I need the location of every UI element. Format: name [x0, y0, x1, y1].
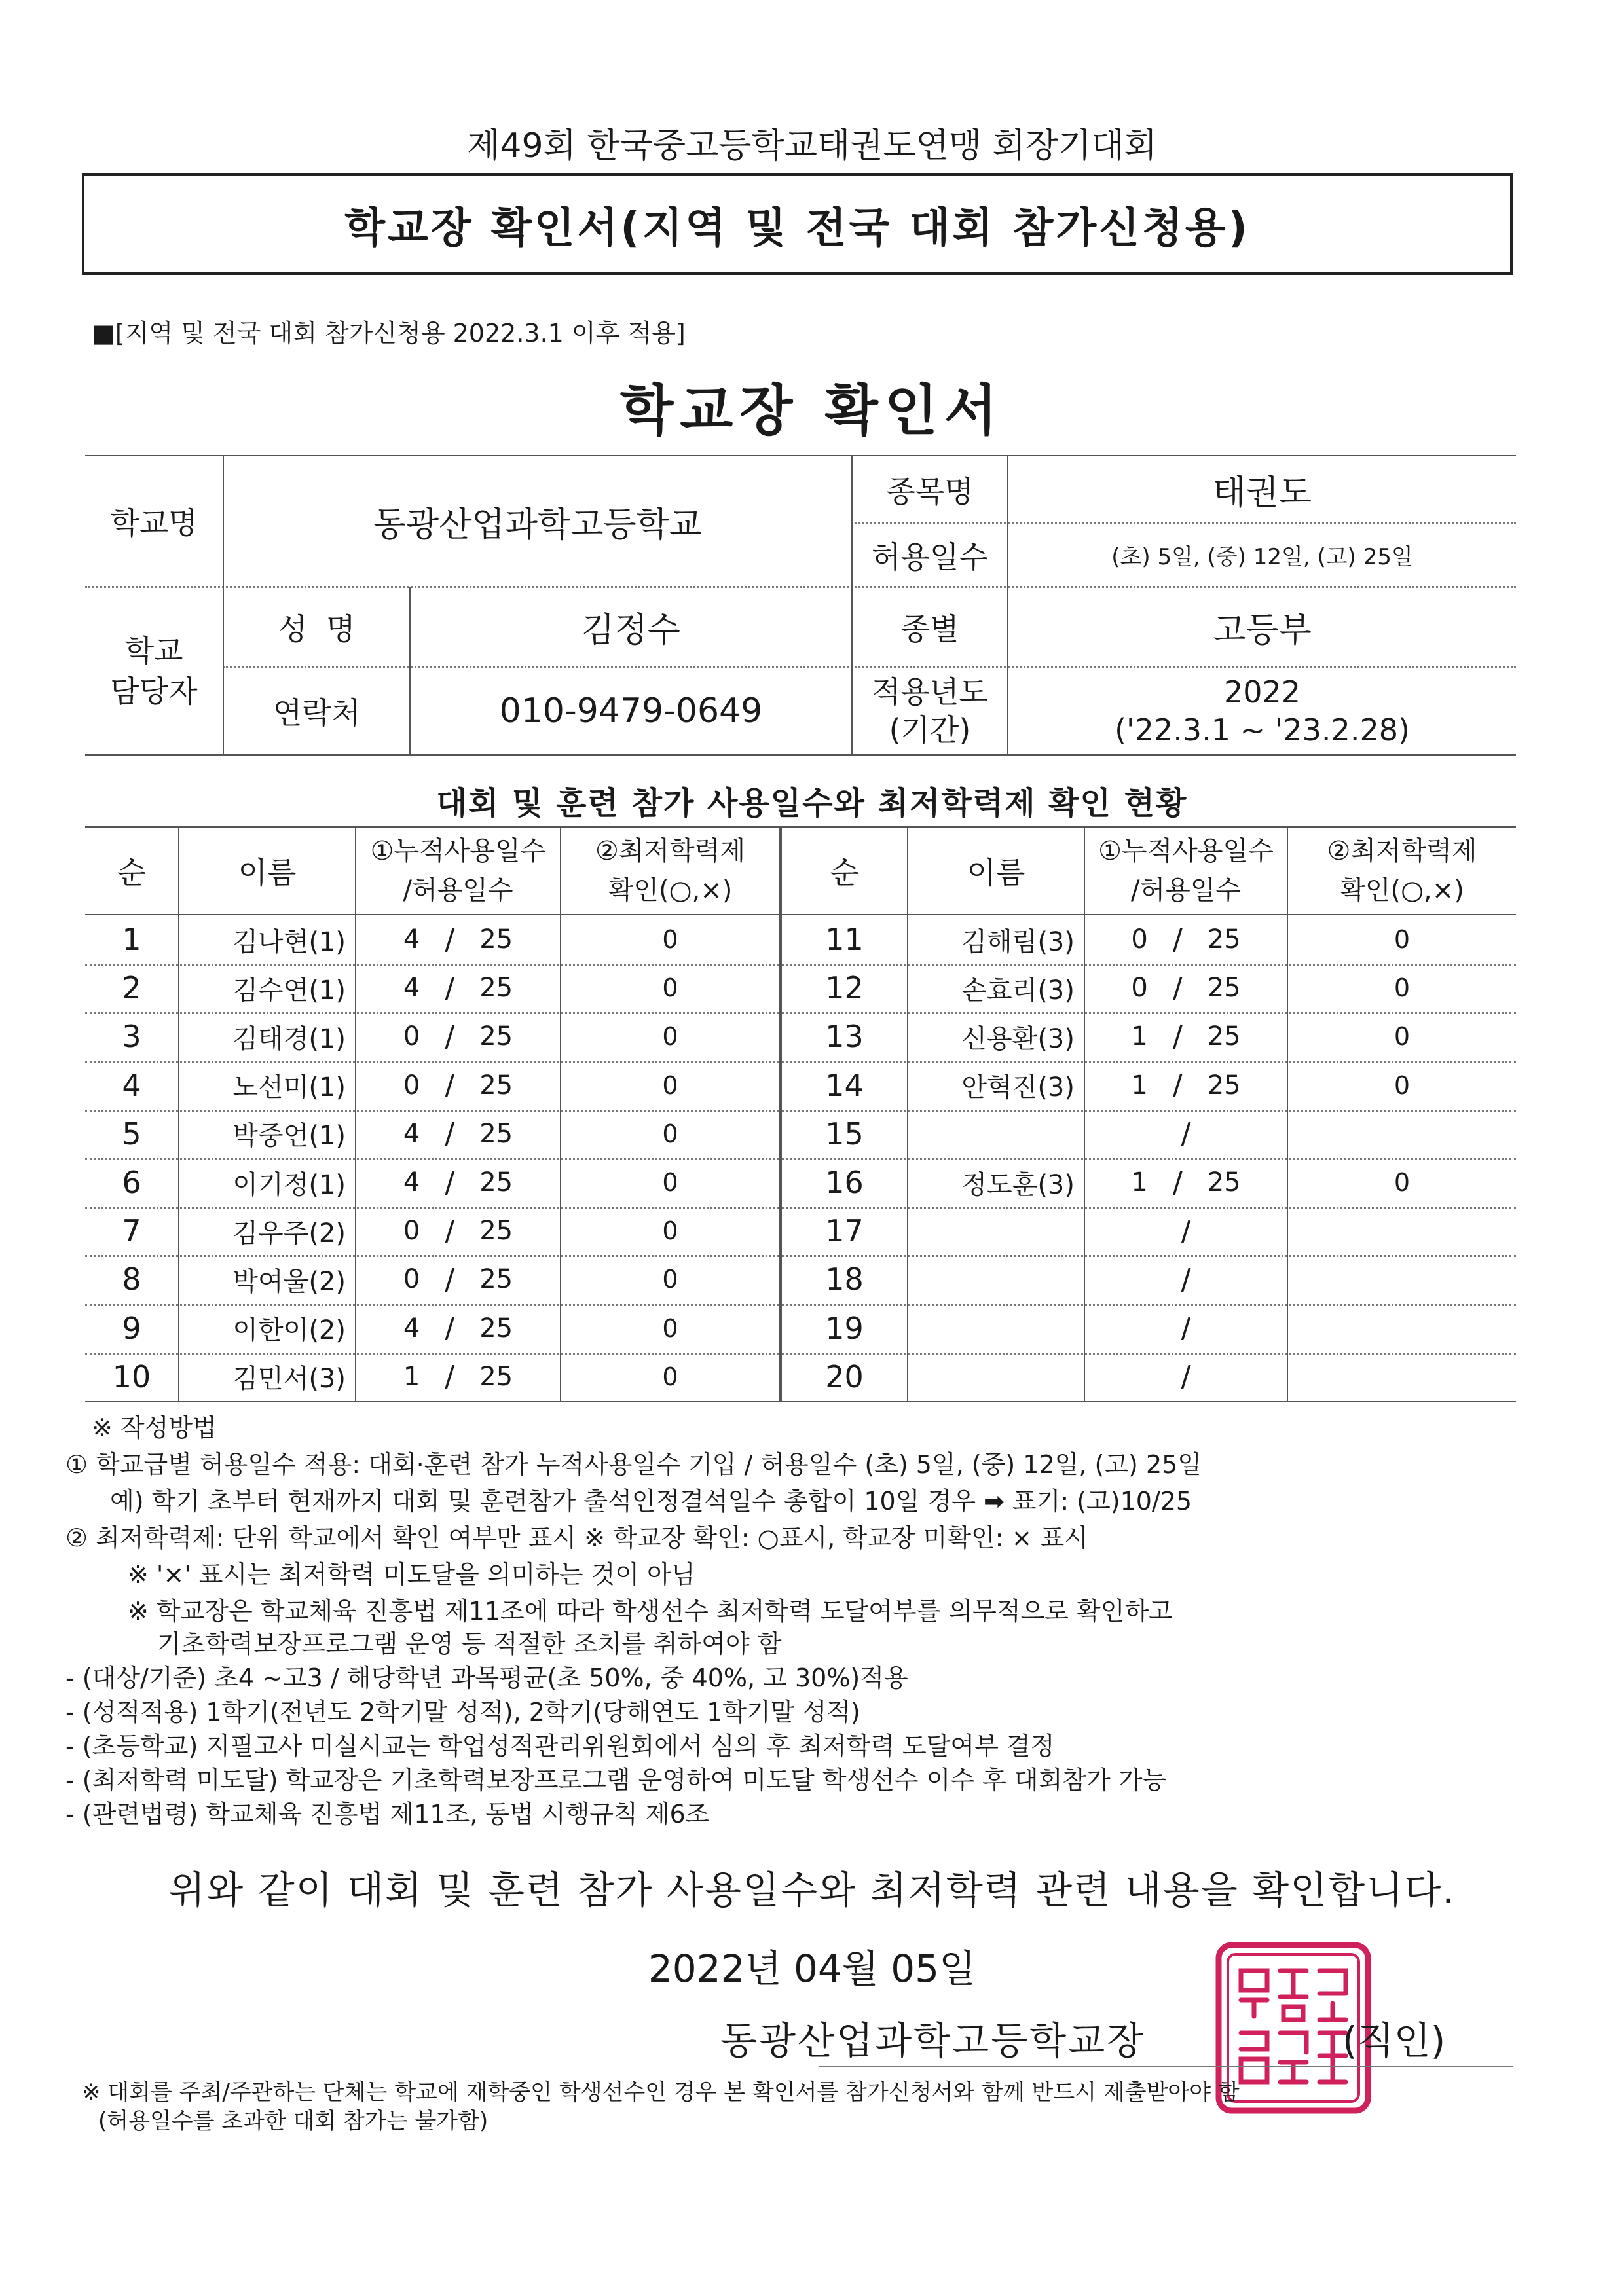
- header-check-left: [561, 828, 779, 914]
- instruction-line: ① 학교급별 허용일수 적용: 대회·훈련 참가 누적사용일수 기입 / 허용일수 (초) 5일, (중) 12일, (고) 25일: [65, 1450, 1202, 1479]
- slash: /: [1172, 971, 1183, 1005]
- year-value-line2: ('22.3.1 ~ '23.2.28): [1115, 712, 1410, 748]
- slash: /: [1172, 1068, 1183, 1102]
- header-days-line2: /허용일수: [403, 875, 513, 905]
- used-days: 1: [1131, 1167, 1148, 1198]
- academic-check: [1288, 1255, 1516, 1303]
- row-number: 18: [825, 1262, 864, 1298]
- instruction-line: - (초등학교) 지필고사 미실시교는 학업성적관리위원회에서 심의 후 최저학력 도달여부 결정: [65, 1732, 1055, 1760]
- used-days: 0: [403, 1216, 420, 1247]
- header-no-left: 순: [117, 855, 147, 890]
- allowed-days: 25: [479, 924, 513, 955]
- days-cell: [1085, 915, 1287, 964]
- athlete-name: 박중언(1): [232, 1121, 346, 1152]
- manager-label-line2: 담당자: [110, 673, 198, 709]
- slash: /: [1181, 1117, 1191, 1151]
- used-days: 4: [403, 1167, 420, 1198]
- used-days: 4: [403, 924, 420, 955]
- academic-check: 0: [662, 1362, 678, 1391]
- allowed-days: 25: [479, 1167, 513, 1198]
- allowed-days: 25: [479, 1361, 513, 1392]
- athlete-name: 김나현(1): [232, 926, 346, 957]
- slash: /: [445, 1311, 455, 1345]
- allowed-days: 25: [479, 1118, 513, 1149]
- days-cell: [356, 1061, 560, 1110]
- athlete-name: 김우주(2): [232, 1218, 346, 1248]
- division-label: 종별: [900, 611, 959, 647]
- school-label: 학교명: [110, 505, 198, 541]
- row-number: 7: [122, 1213, 141, 1249]
- days-cell: [1085, 1304, 1287, 1353]
- used-days: 4: [403, 973, 420, 1004]
- academic-check: 0: [662, 1313, 678, 1343]
- row-number: 10: [112, 1358, 151, 1394]
- academic-check: [1288, 1304, 1516, 1353]
- days-cell: [356, 1012, 560, 1061]
- principal-title: 동광산업과학고등학교장: [720, 2018, 1146, 2063]
- contact-value: 010-9479-0649: [499, 691, 763, 731]
- slash: /: [1172, 1165, 1183, 1199]
- slash: /: [445, 1262, 455, 1296]
- used-days: 1: [403, 1361, 420, 1392]
- allowed-days-label: 허용일수: [872, 539, 988, 575]
- used-days: 4: [403, 1118, 420, 1149]
- academic-check: 0: [662, 925, 678, 955]
- days-cell: [1085, 1255, 1287, 1303]
- header-no-right: 순: [830, 855, 859, 890]
- days-cell: [1085, 1012, 1287, 1061]
- days-cell: [356, 1353, 560, 1401]
- row-number: 15: [825, 1116, 864, 1152]
- allowed-days: 25: [479, 1070, 513, 1101]
- instruction-line: - (관련법령) 학교체육 진흥법 제11조, 동법 시행규칙 제6조: [65, 1800, 710, 1829]
- used-days: 0: [403, 1070, 420, 1101]
- academic-check: [1288, 1110, 1516, 1158]
- header-days-line1: ①누적사용일수: [1098, 836, 1274, 866]
- days-cell: [1085, 1207, 1287, 1255]
- applicability-note: ■[지역 및 전국 대회 참가신청용 2022.3.1 이후 적용]: [92, 319, 686, 348]
- row-number: 13: [825, 1019, 864, 1055]
- row-number: 14: [825, 1067, 864, 1103]
- academic-check: 0: [1393, 1070, 1411, 1100]
- allowed-days: 25: [1207, 973, 1241, 1004]
- form-title-box: [82, 173, 1513, 275]
- footnote-submission: ※ 대회를 주최/주관하는 단체는 학교에 재학중인 학생선수인 경우 본 확인서를 참가신청서와 함께 반드시 제출받아야 함: [82, 2079, 1240, 2105]
- year-value-line1: 2022: [1223, 674, 1301, 710]
- athlete-name: 김태경(1): [232, 1023, 346, 1054]
- days-cell: [356, 1255, 560, 1303]
- instruction-line: ※ 작성방법: [92, 1413, 217, 1442]
- academic-check: [1288, 1207, 1516, 1255]
- row-number: 4: [122, 1067, 141, 1103]
- allowed-days-value: (초) 5일, (중) 12일, (고) 25일: [1111, 544, 1413, 570]
- allowed-days: 25: [479, 973, 513, 1004]
- allowed-days: 25: [1207, 1021, 1241, 1052]
- academic-check: [1288, 1353, 1516, 1401]
- academic-check: 0: [662, 1265, 678, 1294]
- used-days: 0: [403, 1021, 420, 1052]
- row-number: 12: [825, 970, 864, 1006]
- used-days: 4: [403, 1313, 420, 1343]
- athlete-name: [908, 1353, 1084, 1401]
- signature-divider: [819, 2066, 1513, 2067]
- row-number: 11: [825, 922, 864, 958]
- row-number: 8: [122, 1262, 141, 1298]
- days-cell: [1085, 1110, 1287, 1158]
- used-days: 0: [1131, 973, 1148, 1004]
- slash: /: [1181, 1360, 1191, 1394]
- row-number: 5: [122, 1116, 141, 1152]
- used-days: 1: [1131, 1070, 1148, 1101]
- slash: /: [445, 1165, 455, 1199]
- days-cell: [356, 915, 560, 964]
- athlete-name: 이한이(2): [232, 1315, 346, 1346]
- slash: /: [1172, 922, 1183, 957]
- athlete-name: 안혁진(3): [961, 1072, 1075, 1103]
- slash: /: [445, 922, 455, 957]
- academic-check: 0: [1393, 1022, 1411, 1051]
- academic-check: 0: [662, 1022, 678, 1051]
- allowed-days: 25: [479, 1264, 513, 1295]
- academic-check: 0: [1393, 974, 1411, 1003]
- header-days-line1: ①누적사용일수: [370, 836, 546, 866]
- header-days-left: [356, 828, 560, 914]
- slash: /: [1181, 1214, 1191, 1248]
- contact-label: 연락처: [272, 695, 361, 731]
- athlete-name: 손효리(3): [961, 975, 1075, 1006]
- allowed-days: 25: [1207, 1167, 1241, 1198]
- academic-check: 0: [662, 974, 678, 1003]
- year-value: [1008, 668, 1516, 754]
- allowed-days: 25: [479, 1313, 513, 1343]
- manager-label: [85, 587, 223, 754]
- row-number: 1: [122, 922, 141, 958]
- days-cell: [356, 964, 560, 1012]
- athlete-name: 김해림(3): [961, 926, 1075, 957]
- header-days-line2: /허용일수: [1130, 875, 1242, 905]
- sport-value: 태권도: [1213, 473, 1312, 513]
- form-title: 학교장 확인서(지역 및 전국 대회 참가신청용): [344, 204, 1250, 253]
- sport-label: 종목명: [886, 473, 974, 509]
- issue-date: 2022년 04월 05일: [648, 1946, 976, 1991]
- slash: /: [445, 1214, 455, 1248]
- roster-section-title: 대회 및 훈련 참가 사용일수와 최저학력제 확인 현황: [436, 785, 1188, 822]
- athlete-name: 김민서(3): [232, 1364, 346, 1394]
- slash: /: [445, 971, 455, 1005]
- year-label-line1: 적용년도: [872, 674, 988, 710]
- instruction-line: 예) 학기 초부터 현재까지 대회 및 훈련참가 출석인정결석일수 총합이 10일 경우 ➡ 표기: (고)10/25: [110, 1487, 1192, 1516]
- header-check-line1: ②최저학력제: [1327, 836, 1477, 866]
- header-check-line2: 확인(○,×): [1340, 875, 1464, 905]
- manager-label-line1: 학교: [124, 632, 183, 668]
- instruction-line: ※ '×' 표시는 최저학력 미도달을 의미하는 것이 아님: [128, 1560, 695, 1589]
- days-cell: [1085, 1353, 1287, 1401]
- header-name-left: 이름: [238, 855, 297, 890]
- athlete-name: 김수연(1): [232, 975, 346, 1006]
- athlete-name: 이기정(1): [232, 1169, 346, 1200]
- academic-check: 0: [1393, 1168, 1411, 1197]
- athlete-name: 노선미(1): [232, 1072, 346, 1103]
- athlete-name: 신용환(3): [961, 1023, 1075, 1054]
- allowed-days: 25: [1207, 1070, 1241, 1101]
- used-days: 0: [403, 1264, 420, 1295]
- slash: /: [445, 1117, 455, 1151]
- main-title: 학교장 확인서: [619, 378, 1005, 443]
- slash: /: [445, 1019, 455, 1053]
- days-cell: [1085, 1158, 1287, 1207]
- slash: /: [1181, 1262, 1191, 1296]
- row-number: 16: [825, 1165, 864, 1201]
- academic-check: 0: [662, 1119, 678, 1148]
- header-check-line2: 확인(○,×): [608, 875, 733, 905]
- days-cell: [1085, 1061, 1287, 1110]
- academic-check: 0: [662, 1070, 678, 1100]
- slash: /: [1172, 1019, 1183, 1053]
- header-check-right: [1288, 828, 1516, 914]
- days-cell: [356, 1158, 560, 1207]
- athlete-name: 박여울(2): [232, 1266, 346, 1297]
- row-number: 2: [122, 970, 141, 1006]
- allowed-days: 25: [1207, 924, 1241, 955]
- slash: /: [445, 1360, 455, 1394]
- confirmation-statement: 위와 같이 대회 및 훈련 참가 사용일수와 최저학력 관련 내용을 확인합니다.: [168, 1868, 1456, 1912]
- academic-check: 0: [1393, 925, 1411, 955]
- event-title: 제49회 한국중고등학교태권도연맹 회장기대회: [467, 126, 1157, 166]
- instruction-line: - (성적적용) 1학기(전년도 2학기말 성적), 2학기(당해연도 1학기말 성적): [65, 1698, 860, 1726]
- instruction-line: - (대상/기준) 초4 ~고3 / 해당학년 과목평균(초 50%, 중 40%, 고 30%)적용: [65, 1664, 908, 1692]
- row-number: 6: [122, 1165, 141, 1201]
- row-number: 17: [825, 1213, 864, 1249]
- row-number: 3: [122, 1019, 141, 1055]
- instruction-line: ② 최저학력제: 단위 학교에서 확인 여부만 표시 ※ 학교장 확인: ○표시, 학교장 미확인: × 표시: [65, 1523, 1088, 1552]
- year-label-line2: (기간): [889, 712, 971, 748]
- used-days: 0: [1131, 924, 1148, 955]
- slash: /: [445, 1068, 455, 1102]
- allowed-days: 25: [479, 1216, 513, 1247]
- academic-check: 0: [662, 1216, 678, 1246]
- athlete-name: [908, 1110, 1084, 1158]
- name-label: 성 명: [278, 611, 356, 647]
- footnote-limit: (허용일수를 초과한 대회 참가는 불가함): [98, 2108, 489, 2134]
- academic-check: 0: [662, 1168, 678, 1197]
- athlete-name: [908, 1304, 1084, 1353]
- instruction-line: - (최저학력 미도달) 학교장은 기초학력보장프로그램 운영하여 미도달 학생선수 이수 후 대회참가 가능: [65, 1766, 1167, 1795]
- header-days-right: [1085, 828, 1287, 914]
- athlete-name: [908, 1207, 1084, 1255]
- year-label: [853, 668, 1007, 754]
- header-check-line1: ②최저학력제: [595, 836, 746, 866]
- used-days: 1: [1131, 1021, 1148, 1052]
- days-cell: [356, 1304, 560, 1353]
- division-value: 고등부: [1213, 611, 1312, 650]
- days-cell: [356, 1207, 560, 1255]
- school-value: 동광산업과학고등학교: [373, 505, 703, 545]
- athlete-name: [908, 1255, 1084, 1303]
- days-cell: [1085, 964, 1287, 1012]
- slash: /: [1181, 1311, 1191, 1345]
- row-number: 9: [122, 1310, 141, 1346]
- row-number: 19: [825, 1310, 864, 1346]
- allowed-days: 25: [479, 1021, 513, 1052]
- row-number: 20: [825, 1358, 864, 1394]
- header-name-right: 이름: [967, 855, 1025, 890]
- days-cell: [356, 1110, 560, 1158]
- athlete-name: 정도훈(3): [961, 1169, 1075, 1200]
- instruction-line: 기초학력보장프로그램 운영 등 적절한 조치를 취하여야 함: [157, 1630, 782, 1658]
- seal-label: (직인): [1342, 2018, 1446, 2063]
- name-value: 김정수: [581, 611, 680, 650]
- instruction-line: ※ 학교장은 학교체육 진흥법 제11조에 따라 학생선수 최저학력 도달여부를 의무적으로 확인하고: [128, 1597, 1173, 1626]
